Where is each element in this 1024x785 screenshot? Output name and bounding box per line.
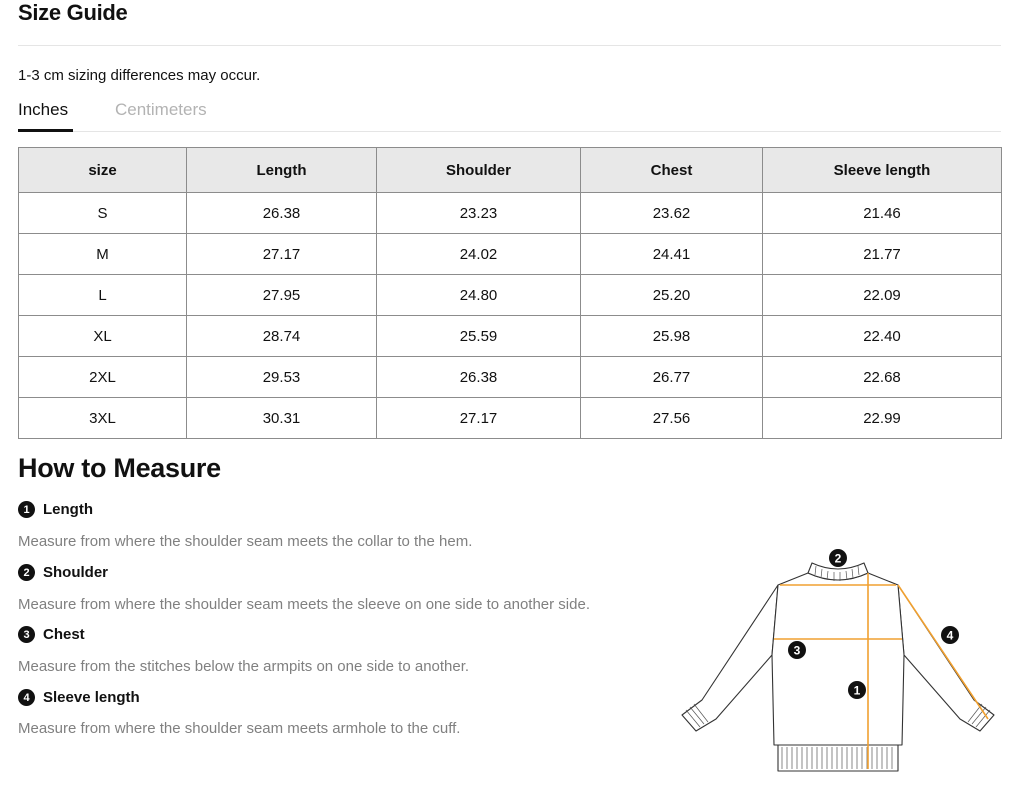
measure-item-sleeve-length	[18, 689, 140, 706]
hem-band	[778, 745, 898, 771]
svg-text:4: 4	[946, 628, 954, 643]
table-cell: L	[19, 275, 187, 316]
sweater-body	[772, 573, 904, 745]
measure-description: Measure from where the shoulder seam meets armhole to the cuff.	[18, 720, 461, 737]
table-cell: 28.74	[187, 316, 377, 357]
table-cell: 23.23	[377, 193, 581, 234]
marker-1	[848, 681, 866, 699]
size-table	[18, 147, 1002, 439]
marker-3	[788, 641, 806, 659]
svg-text:2: 2	[834, 551, 842, 566]
tab-centimeters[interactable]: Centimeters	[115, 100, 207, 119]
measure-item-length	[18, 501, 93, 518]
table-cell: 24.41	[581, 234, 763, 275]
table-cell: 22.68	[763, 357, 1002, 398]
table-cell: 25.98	[581, 316, 763, 357]
table-cell: 3XL	[19, 398, 187, 439]
number-2-icon: 2	[18, 564, 35, 581]
table-cell: M	[19, 234, 187, 275]
table-cell: 26.38	[377, 357, 581, 398]
measure-label: Chest	[43, 626, 85, 643]
table-cell: 22.09	[763, 275, 1002, 316]
column-header-size: size	[19, 148, 187, 193]
table-row	[19, 398, 1002, 439]
measure-description: Measure from where the shoulder seam meets the sleeve on one side to another side.	[18, 596, 590, 613]
table-cell: 25.59	[377, 316, 581, 357]
active-tab-indicator	[18, 129, 73, 132]
table-row	[19, 275, 1002, 316]
column-header-sleeve-length: Sleeve length	[763, 148, 1002, 193]
unit-tabs	[18, 100, 1001, 132]
table-header-row	[19, 148, 1002, 193]
table-cell: 22.99	[763, 398, 1002, 439]
table-cell: 27.95	[187, 275, 377, 316]
column-header-shoulder: Shoulder	[377, 148, 581, 193]
svg-text:1: 1	[853, 683, 861, 698]
measure-description: Measure from the stitches below the armpits on one side to another.	[18, 658, 470, 675]
table-row	[19, 357, 1002, 398]
table-row	[19, 316, 1002, 357]
header-divider	[18, 45, 1001, 46]
table-cell: 29.53	[187, 357, 377, 398]
number-4-icon: 4	[18, 689, 35, 706]
measure-item-chest	[18, 626, 85, 643]
measure-label: Sleeve length	[43, 689, 140, 706]
measure-label: Shoulder	[43, 564, 109, 581]
table-cell: 24.80	[377, 275, 581, 316]
measure-description: Measure from where the shoulder seam meets the collar to the hem.	[18, 533, 473, 550]
page-title: Size Guide	[18, 0, 128, 25]
number-1-icon: 1	[18, 501, 35, 518]
table-cell: 26.38	[187, 193, 377, 234]
table-cell: 27.17	[377, 398, 581, 439]
table-cell: 24.02	[377, 234, 581, 275]
tab-inches[interactable]: Inches	[18, 100, 69, 119]
svg-text:3: 3	[793, 643, 801, 658]
table-cell: 30.31	[187, 398, 377, 439]
table-cell: 27.17	[187, 234, 377, 275]
how-to-measure-title: How to Measure	[18, 453, 221, 483]
measure-label: Length	[43, 501, 93, 518]
sizing-note: 1-3 cm sizing differences may occur.	[18, 67, 261, 84]
table-cell: XL	[19, 316, 187, 357]
table-cell: 22.40	[763, 316, 1002, 357]
column-header-length: Length	[187, 148, 377, 193]
table-cell: 21.46	[763, 193, 1002, 234]
table-row	[19, 193, 1002, 234]
number-3-icon: 3	[18, 626, 35, 643]
left-sleeve	[682, 585, 778, 731]
table-cell: 25.20	[581, 275, 763, 316]
table-cell: 26.77	[581, 357, 763, 398]
sweater-measurement-diagram	[676, 545, 1006, 777]
table-row	[19, 234, 1002, 275]
marker-4	[941, 626, 959, 644]
column-header-chest: Chest	[581, 148, 763, 193]
table-cell: 23.62	[581, 193, 763, 234]
table-cell: S	[19, 193, 187, 234]
measure-item-shoulder	[18, 564, 108, 581]
marker-2	[829, 549, 847, 567]
table-cell: 27.56	[581, 398, 763, 439]
table-cell: 21.77	[763, 234, 1002, 275]
table-cell: 2XL	[19, 357, 187, 398]
